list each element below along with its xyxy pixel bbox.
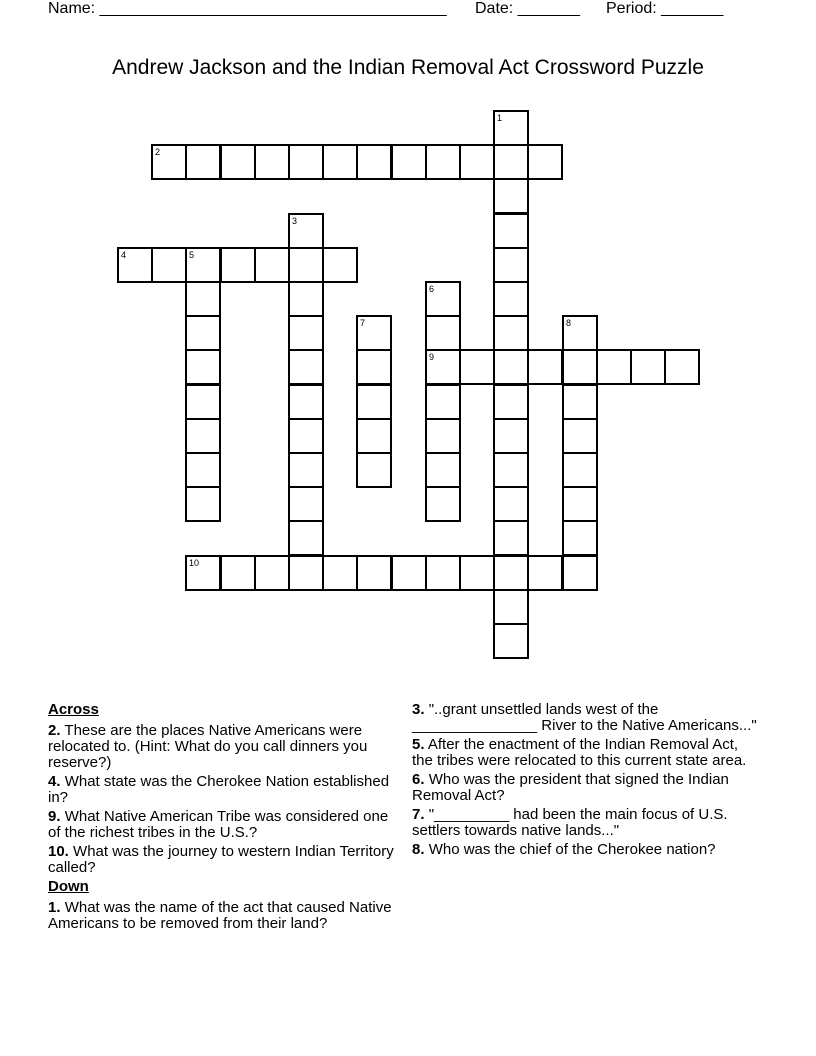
crossword-cell[interactable] xyxy=(562,349,598,385)
crossword-cell[interactable] xyxy=(322,555,358,591)
clue-down-3 xyxy=(412,702,757,734)
clue-text: Who was the chief of the Cherokee nation? xyxy=(428,841,716,858)
clue-number: 6. xyxy=(412,771,425,788)
crossword-cell[interactable] xyxy=(493,452,529,488)
crossword-cell[interactable] xyxy=(493,247,529,283)
clue-text: What Native American Tribe was considered one of the richest tribes in the U.S.? xyxy=(48,808,389,841)
crossword-cell[interactable] xyxy=(288,247,324,283)
clue-number: 3. xyxy=(412,701,425,718)
crossword-cell[interactable] xyxy=(596,349,632,385)
crossword-cell[interactable] xyxy=(425,315,461,351)
crossword-cell[interactable] xyxy=(493,315,529,351)
crossword-cell[interactable] xyxy=(288,144,324,180)
crossword-cell[interactable] xyxy=(493,213,529,249)
crossword-cell[interactable] xyxy=(425,486,461,522)
clue-text: "_________ had been the main focus of U.S. settlers towards native lands..." xyxy=(412,806,728,839)
crossword-cell[interactable] xyxy=(185,144,221,180)
clue-number: 4. xyxy=(48,773,61,790)
crossword-cell[interactable] xyxy=(425,555,461,591)
crossword-cell[interactable] xyxy=(322,144,358,180)
crossword-cell[interactable] xyxy=(185,315,221,351)
clue-text: After the enactment of the Indian Removal Act, the tribes were relocated to this current state area. xyxy=(412,736,747,769)
crossword-cell[interactable] xyxy=(254,247,290,283)
crossword-cell[interactable] xyxy=(356,349,392,385)
cell-number: 3 xyxy=(292,216,298,226)
crossword-cell[interactable] xyxy=(493,589,529,625)
clue-text: "..grant unsettled lands west of the _______________ River to the Native Americans..." xyxy=(412,701,757,734)
cell-number: 9 xyxy=(429,352,435,362)
cell-number: 5 xyxy=(189,250,195,260)
crossword-cell[interactable] xyxy=(185,281,221,317)
crossword-cell[interactable] xyxy=(356,555,392,591)
crossword-cell[interactable] xyxy=(288,213,324,249)
crossword-cell[interactable] xyxy=(185,486,221,522)
crossword-cell[interactable] xyxy=(562,452,598,488)
crossword-cell[interactable] xyxy=(664,349,700,385)
cell-number: 10 xyxy=(189,558,200,568)
name-field[interactable]: Name: _______________________________________ xyxy=(48,0,447,17)
clue-number: 9. xyxy=(48,808,61,825)
student-info-header xyxy=(48,0,748,20)
crossword-cell[interactable] xyxy=(288,486,324,522)
crossword-cell[interactable] xyxy=(356,384,392,420)
crossword-cell[interactable] xyxy=(493,349,529,385)
crossword-cell[interactable] xyxy=(562,418,598,454)
cell-number: 1 xyxy=(497,113,503,123)
crossword-cell[interactable] xyxy=(151,247,187,283)
clue-down-6 xyxy=(412,772,757,804)
clue-across-9 xyxy=(48,809,403,841)
crossword-cell[interactable] xyxy=(527,555,563,591)
crossword-cell[interactable] xyxy=(425,281,461,317)
clue-down-1 xyxy=(48,900,403,932)
clue-across-2 xyxy=(48,723,403,771)
crossword-cell[interactable] xyxy=(425,452,461,488)
crossword-cell[interactable] xyxy=(562,384,598,420)
clue-text: What state was the Cherokee Nation established in? xyxy=(48,773,390,806)
crossword-cell[interactable] xyxy=(493,178,529,214)
crossword-cell[interactable] xyxy=(425,384,461,420)
crossword-cell[interactable] xyxy=(288,349,324,385)
clue-down-8 xyxy=(412,842,757,858)
clues-column-left xyxy=(48,702,403,935)
crossword-cell[interactable] xyxy=(220,555,256,591)
crossword-cell[interactable] xyxy=(562,520,598,556)
clues-column-right xyxy=(412,702,757,861)
clue-text: What was the journey to western Indian Territory called? xyxy=(48,843,394,876)
crossword-cell[interactable] xyxy=(425,144,461,180)
crossword-cell[interactable] xyxy=(322,247,358,283)
crossword-cell[interactable] xyxy=(459,349,495,385)
crossword-cell[interactable] xyxy=(562,315,598,351)
clue-down-5 xyxy=(412,737,757,769)
crossword-cell[interactable] xyxy=(185,555,221,591)
crossword-cell[interactable] xyxy=(493,384,529,420)
crossword-cell[interactable] xyxy=(117,247,153,283)
crossword-cell[interactable] xyxy=(356,418,392,454)
crossword-cell[interactable] xyxy=(493,281,529,317)
crossword-cell[interactable] xyxy=(220,247,256,283)
crossword-cell[interactable] xyxy=(254,144,290,180)
crossword-cell[interactable] xyxy=(459,144,495,180)
crossword-cell[interactable] xyxy=(527,144,563,180)
clue-down-7 xyxy=(412,807,757,839)
crossword-cell[interactable] xyxy=(356,315,392,351)
crossword-cell[interactable] xyxy=(288,555,324,591)
cell-number: 2 xyxy=(155,147,161,157)
crossword-cell[interactable] xyxy=(151,144,187,180)
across-heading: Across xyxy=(48,701,99,718)
crossword-cell[interactable] xyxy=(391,555,427,591)
cell-number: 6 xyxy=(429,284,435,294)
crossword-cell[interactable] xyxy=(254,555,290,591)
crossword-cell[interactable] xyxy=(220,144,256,180)
crossword-cell[interactable] xyxy=(356,144,392,180)
clue-number: 2. xyxy=(48,722,61,739)
clue-across-10 xyxy=(48,844,403,876)
crossword-cell[interactable] xyxy=(288,418,324,454)
crossword-cell[interactable] xyxy=(185,349,221,385)
crossword-cell[interactable] xyxy=(288,520,324,556)
clue-text: These are the places Native Americans were relocated to. (Hint: What do you call dinners you reserve?) xyxy=(48,722,368,771)
clue-text: What was the name of the act that caused Native Americans to be removed from their land? xyxy=(48,899,392,932)
crossword-cell[interactable] xyxy=(493,418,529,454)
page-title: Andrew Jackson and the Indian Removal Act Crossword Puzzle xyxy=(112,56,704,79)
crossword-cell[interactable] xyxy=(527,349,563,385)
clue-across-4 xyxy=(48,774,403,806)
crossword-cell[interactable] xyxy=(288,384,324,420)
crossword-cell[interactable] xyxy=(562,486,598,522)
cell-number: 8 xyxy=(566,318,572,328)
clue-number: 7. xyxy=(412,806,425,823)
crossword-cell[interactable] xyxy=(391,144,427,180)
crossword-cell[interactable] xyxy=(356,452,392,488)
period-field[interactable]: Period: _______ xyxy=(606,0,724,17)
crossword-cell[interactable] xyxy=(288,315,324,351)
crossword-cell[interactable] xyxy=(185,247,221,283)
crossword-cell[interactable] xyxy=(185,384,221,420)
clue-number: 10. xyxy=(48,843,69,860)
crossword-cell[interactable] xyxy=(288,281,324,317)
crossword-cell[interactable] xyxy=(493,520,529,556)
crossword-cell[interactable] xyxy=(459,555,495,591)
cell-number: 4 xyxy=(121,250,127,260)
crossword-cell[interactable] xyxy=(425,349,461,385)
crossword-cell[interactable] xyxy=(630,349,666,385)
clue-text: Who was the president that signed the Indian Removal Act? xyxy=(412,771,729,804)
crossword-cell[interactable] xyxy=(493,555,529,591)
date-field[interactable]: Date: _______ xyxy=(475,0,580,17)
crossword-cell[interactable] xyxy=(493,144,529,180)
crossword-cell[interactable] xyxy=(562,555,598,591)
clue-number: 5. xyxy=(412,736,425,753)
crossword-cell[interactable] xyxy=(288,452,324,488)
crossword-cell[interactable] xyxy=(185,418,221,454)
down-heading: Down xyxy=(48,878,89,895)
crossword-cell[interactable] xyxy=(425,418,461,454)
crossword-cell[interactable] xyxy=(185,452,221,488)
clue-number: 1. xyxy=(48,899,61,916)
clue-number: 8. xyxy=(412,841,425,858)
crossword-cell[interactable] xyxy=(493,623,529,659)
cell-number: 7 xyxy=(360,318,366,328)
crossword-cell[interactable] xyxy=(493,486,529,522)
crossword-cell[interactable] xyxy=(493,110,529,146)
